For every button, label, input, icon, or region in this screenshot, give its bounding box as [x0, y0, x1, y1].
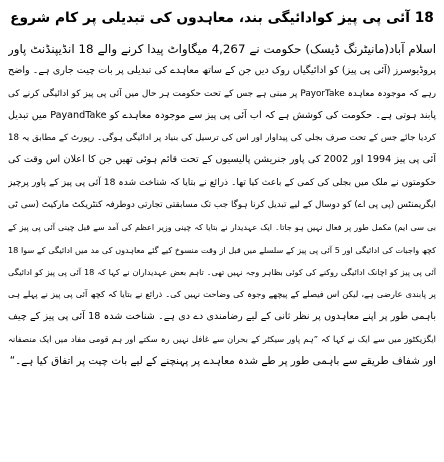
article-line: رہے کہ موجودہ معاہدہ PayorTake پر مبنی ہے جس کے تحت حکومت ہر حال میں آئی پی پیز کو ادائیگی کرنے کی — [8, 88, 436, 99]
article-line: ایگزیکٹوز میں سے ایک نے کہا کہ ”ہم پاور سیکٹر کے بحران سے غافل نہیں رہ سکتے اور ہم قومی مفاد میں ایک منصفانہ — [8, 333, 436, 344]
article-line: پروڈیوسرز (آئی پی پیز) کو ادائیگیاں روک دیں جن کے ساتھ معاہدے کی تبدیلی پر بات چیت جاری ہے۔ واضح — [8, 65, 436, 77]
article-line: پابند ہوتی ہے۔ حکومت کی کوشش ہے کہ اب آئی پی پیز سے موجودہ معاہدے کو PayandTake میں تبدیل — [8, 109, 436, 121]
article-line: بی سی ایم) مکمل طور پر فعال نہیں ہو جاتا۔ ایک عہدیدار نے بتایا کہ چینی وزیر اعظم کی آمد سے قبل چینی آئی پی پیز کے — [8, 222, 436, 233]
article-line: کردیا جائے جس کے تحت صرف بجلی کی پیداوار اور اس کی ترسیل کی بنیاد پر ادائیگی ہوگی۔ رپورٹ کے مطابق یہ 18 — [8, 133, 436, 144]
article-line: اور شفاف طریقے سے باہمی طور پر طے شدہ معاہدے پر پہنچنے کے لیے بات چیت پر اتفاق کیا ہے۔“ — [9, 355, 436, 368]
article-line: کچھ واجبات کی ادائیگی اور 5 آئی پی پیز کے سلسلے میں قبل از وقت منسوخ کیے گئے معاہدوں کی مد میں ادائیگی کے سوا 18 — [8, 244, 436, 255]
article-line: حکومتوں نے ملک میں بجلی کی کمی کے باعث کیا تھا۔ ذرائع نے بتایا کہ شناخت شدہ 18 آئی پی پیز کے پاور پرچیز — [8, 177, 436, 188]
article-body — [8, 38, 436, 372]
article-headline: 18 آئی پی پیز کوادائیگی بند، معاہدوں کی تبدیلی پر کام شروع — [10, 10, 434, 26]
article-line: آئی پی پیز کو اچانک ادائیگی روکنے کی کوئی بظاہر وجہ نہیں تھی۔ تاہم بعض عہدیداران نے کہا کہ 18 آئی پی پیز کو ادائیگی — [8, 266, 436, 277]
article-line: باہمی طور پر اپنے معاہدوں پر نظر ثانی کے لیے رضامندی دے دی ہے۔ شناخت شدہ 18 آئی پی پیز کے چیف — [8, 310, 436, 322]
article-line: اسلام آباد(مانیٹرنگ ڈیسک) حکومت نے 4,267 میگاواٹ پیدا کرنے والے 18 انڈیپنڈنٹ پاور — [8, 42, 436, 56]
article-line: ایگریمنٹس (پی پی اے) کو دوسال کے لیے تبدیل کرنا ہوگا جب تک مسابقتی تجارتی دوطرفہ کنٹریکٹ مارکیٹ (سی ٹی — [8, 200, 436, 211]
article-line: آئی پی پیز 1994 اور 2002 کی پاور جنریشن پالیسیوں کے تحت قائم ہوئی تھیں جن کا اعلان اس وقت کی — [8, 154, 436, 166]
article-line: پر پابندی عارضی ہے، لیکن اس فیصلے کے پیچھے وجوہ کی وضاحت نہیں کی۔ ذرائع نے بتایا کہ کچھ آئی پی پیز نے پہلے ہی — [8, 289, 436, 300]
